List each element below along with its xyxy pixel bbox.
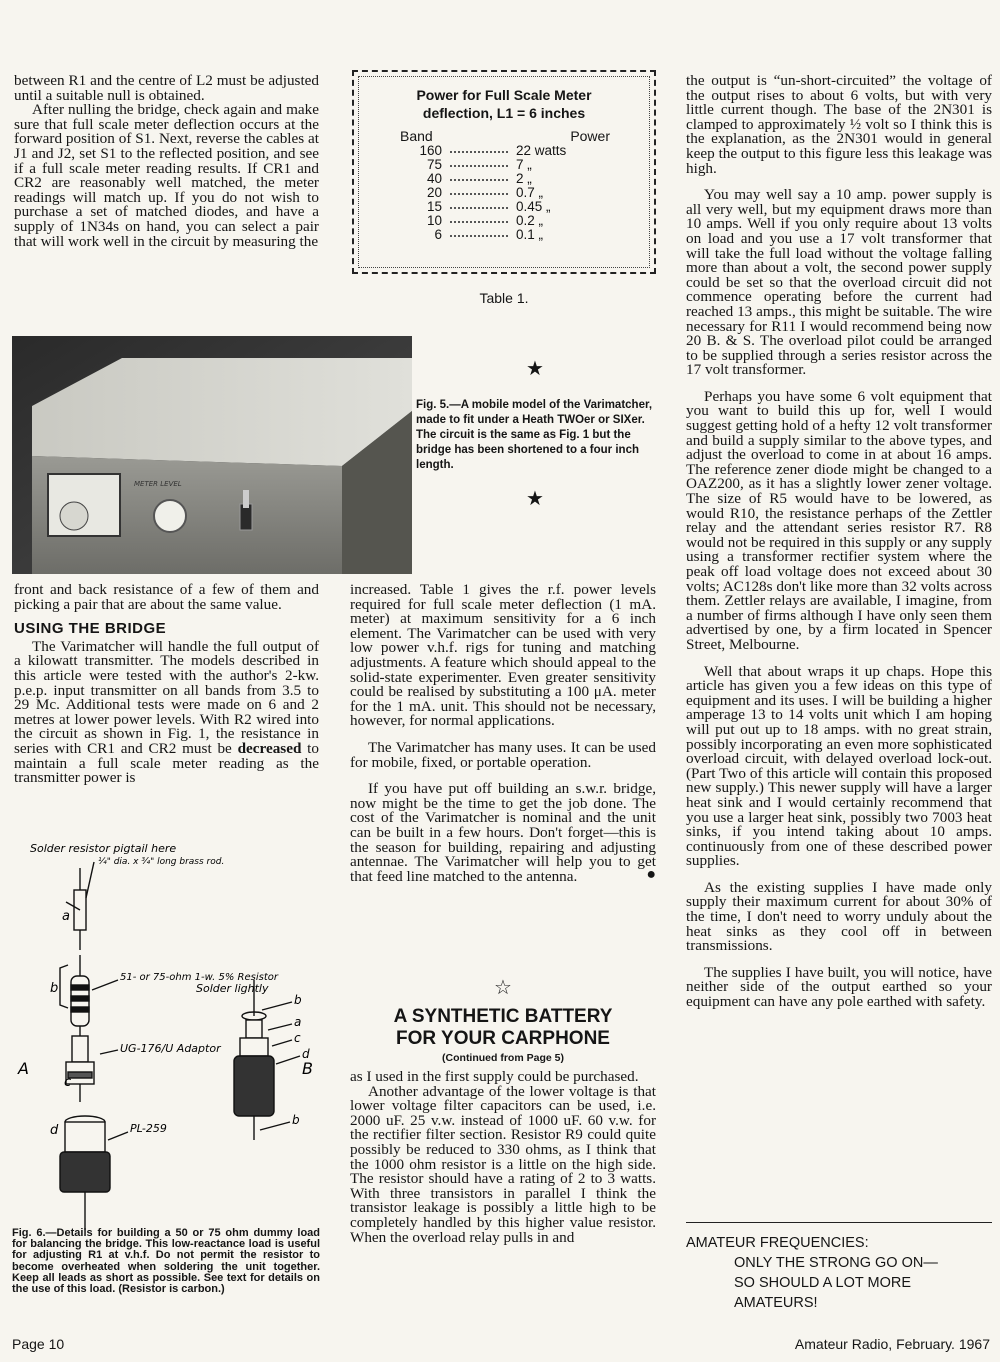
table-row: 20 0.7 „ [426, 185, 544, 200]
label-solder-lightly: Solder lightly [196, 982, 269, 995]
table-row: 6 0.1 „ [434, 227, 544, 242]
paragraph: front and back resistance of a few of them and picking a pair that are about the same value. [14, 581, 319, 613]
section-heading: USING THE BRIDGE [14, 620, 167, 638]
notice-line2: ONLY THE STRONG GO ON— [734, 1255, 938, 1271]
label-adaptor: UG-176/U Adaptor [120, 1042, 221, 1055]
table-title-line2: deflection, L1 = 6 inches [422, 105, 586, 121]
divider [686, 1222, 992, 1223]
svg-text:a: a [294, 1015, 302, 1029]
paragraph: Perhaps you have some 6 volt equipment that you want to build this up for, well I would suggest getting hold of a hefty 12 volt transformer and build a supply similar to the above types, and adjust the overload to come in at about 16 amps. The reference zener diode might be changed to a OAZ200, as it has a slightly lower zener voltage. The size of R5 would have to be lowered, as would R10, the resistance perhaps of the Zettler relay and the attendant series resistor R7. R8 would not be required in this supply or any supply using a transformer rectifier system where the peak off load voltage does not exceed about 30 volts; AC128s don't like more than 32 volts across them. Zettler relays are available, I imagine, from a number of firms although I have only seen them advertised by one, by a firm located in Spencer Street, Melbourne. [686, 387, 992, 653]
letter-d: d [50, 1123, 59, 1138]
article-body [350, 1070, 656, 1245]
paragraph: You may well say a 10 amp. power supply is all very well, but my equipment draws more than 10 amps. Well if you only require about 13 volts on load and you use a 17 volt transformer that will take the full load without the voltage falling more than about a volt, the second power supply could be set so that the overload circuit did not commence operating before the current had reached 13 amps., this might be suitable. The wire necessary for R11 I would recommend being now 20 B. & S. The overload pilot could be arranged to be supplied through a series resistor across the 17 volt transformer. [686, 186, 992, 379]
column-3 [686, 74, 992, 1010]
svg-text:b: b [294, 993, 302, 1007]
svg-text:c: c [294, 1031, 301, 1045]
meter-label: METER LEVEL [134, 480, 182, 488]
paragraph: The Varimatcher has many uses. It can be used for mobile, fixed, or portable operation. [350, 738, 656, 771]
paragraph: The Varimatcher will handle the full output of a kilowatt transmitter. The models described in this article were tested with the author's 2-kw. p.e.p. input transmitter on all bands from 3.5 to 29 Mc. Additional tests were made on 6 and 2 metres at lower power levels. With R2 wired into the circuit as shown in Fig. 1, the resistance in series with CR1 and CR2 must be decreased to maintain a full scale meter reading as the transmitter power is [14, 637, 319, 787]
paragraph: as I used in the first supply could be purchased. [350, 1068, 639, 1085]
end-bullet-icon: ● [646, 865, 656, 883]
fig5-photo [12, 336, 412, 574]
fig6-caption: Fig. 6.—Details for building a 50 or 75 ohm dummy load for balancing the bridge. This low-reactance load is useful for adjusting R1 at v.h.f. Do not permit the resistor to become overheated when soldering the unit together. Keep all leads as short as possible. See text for details on the use of this load. (Resistor is carbon.) [12, 1227, 320, 1296]
letter-c: c [64, 1075, 72, 1090]
paragraph: the output is “un-short-circuited” the voltage of the output rises to about 6 volts, but with very little current though. The base of the 2N301 is clamped to approximately ½ volt so I think this is the explanation, as the 2N301 would in general keep the output to this figure less this leakage was high. [686, 72, 992, 177]
amateur-frequencies-notice [686, 1222, 992, 1313]
table-title-line1: Power for Full Scale Meter [416, 87, 592, 103]
star-icon: ★ [526, 356, 544, 380]
paragraph: As the existing supplies I have made only supply their maximum current for about 30% of the time, I don't need to worry unduly about the heat sinks as they cool off in between transmissions. [686, 878, 992, 955]
paragraph: Another advantage of the lower voltage is that lower voltage filter capacitors can be used, i.e. 2000 uF. 25 v.w. instead of 1000 uF. 60 v.w. for the rectifier filter section. Resistor R9 could quite possibly be reduced to 330 ohms, as I think that the 1000 ohm resistor is a little on the high side. The resistor should have a rating of 2 to 3 watts. With three transistors in parallel I think the transistor leakage is possibly a little high to be completely handled by this higher value resistor. When the overload relay pulls in and [350, 1082, 656, 1246]
column-1-top [14, 74, 319, 249]
table-row: 15 0.45 „ [426, 199, 551, 214]
svg-text:d: d [302, 1047, 310, 1061]
continued-note: (Continued from Page 5) [442, 1052, 564, 1064]
label-solder-pigtail: Solder resistor pigtail here [30, 842, 177, 855]
notice-line1: AMATEUR FREQUENCIES: [686, 1235, 869, 1251]
table-header-band: Band [400, 128, 433, 144]
paragraph: After nulling the bridge, check again and make sure that full scale meter deflection occurs at the forward position of S1. Next, reverse the cables at J1 and J2, set S1 to the reflected position, and see if a full scale meter reading results. If CR1 and CR2 are reasonably well matched, the meter readings will match up. If you do not wish to purchase a set of matched diodes, and have a supply of 1N34s on hand, you can select a pair that will work well in the circuit by measuring the [14, 101, 319, 250]
label-A: A [18, 1059, 29, 1078]
notice-line3: SO SHOULD A LOT MORE [734, 1275, 912, 1291]
letter-b: b [50, 981, 59, 996]
article-synthetic-battery [350, 975, 656, 1245]
journal-footer: Amateur Radio, February. 1967 [794, 1336, 990, 1352]
label-B: B [302, 1059, 313, 1078]
table-caption: Table 1. [479, 290, 529, 306]
article-title-line2: FOR YOUR CARPHONE [396, 1028, 610, 1049]
paragraph: increased. Table 1 gives the r.f. power levels required for full scale meter deflection (1 mA. meter) at maximum sensitivity for a 6 inch element. The Varimatcher can be used with very low power v.h.f. rigs for tuning and matching adjustments. A feature which should appeal to the solid-state experimenter. Even greater sensitivity could be realised by substituting a 100 μA. meter for the 1 mA. unit. This should not be necessary, however, for normal applications. [350, 581, 656, 730]
page-number: Page 10 [12, 1336, 65, 1352]
label-rod: ¼" dia. x ¾" long brass rod. [98, 857, 225, 867]
table-header [370, 128, 638, 144]
table-1-box [352, 70, 656, 274]
table-row: 10 0.2 „ [426, 213, 544, 228]
table-rows [370, 144, 638, 242]
svg-text:b: b [292, 1113, 300, 1127]
paragraph: Well that about wraps it up chaps. Hope this article has given you a few ideas on this type of equipment and its uses. I will be building a higher amperage 13 to 14 volts unit which I am hoping will put out up to 18 amps. with no great strain, possibly incorporating an even more sophisticated overload circuit, with delayed overload lock-out. (Part Two of this article will contain this proposed new supply.) This newer supply will have a larger heat sink and I would certainly recommend that you use a larger heat sink, possibly two 7003 heat sinks, if you intend taking about 10 amps. continuously from one of these described power supplies. [686, 662, 992, 870]
letter-a: a [62, 909, 70, 924]
table-row: 160 22 watts [419, 143, 567, 158]
label-resistor: 51- or 75-ohm 1-w. 5% Resistor [120, 972, 278, 983]
article-title-line1: A SYNTHETIC BATTERY [393, 1006, 613, 1027]
paragraph: The supplies I have built, you will notice, have neither side of the output earthed so your equipment can have any pole earthed with safety. [686, 963, 992, 1011]
column-1-middle [14, 583, 319, 786]
table-row: 75 7 „ [426, 157, 532, 172]
star-icon: ★ [526, 486, 544, 510]
paragraph: If you have put off building an s.w.r. bridge, now might be the time to get the job done. The cost of the Varimatcher is nominal and the unit can be built in a few hours. Don't forget—this is the season for building, repairing and adjusting antennae. The Varimatcher will help you to get that feed line matched to the antenna. ● [350, 780, 656, 885]
fig6-diagram [10, 840, 330, 1240]
table-row: 40 2 „ [426, 171, 532, 186]
notice-line4: AMATEURS! [734, 1295, 818, 1311]
column-2-middle [350, 583, 656, 884]
outline-star-icon: ☆ [494, 977, 512, 999]
label-pl259: PL-259 [130, 1122, 167, 1135]
paragraph: between R1 and the centre of L2 must be adjusted until a suitable null is obtained. [14, 72, 319, 104]
fig5-caption: Fig. 5.—A mobile model of the Varimatcher, made to fit under a Heath TWOer or SIXer. The circuit is the same as Fig. 1 but the bridge has been shortened to a four inch length. [416, 399, 653, 471]
table-header-power: Power [570, 128, 610, 144]
